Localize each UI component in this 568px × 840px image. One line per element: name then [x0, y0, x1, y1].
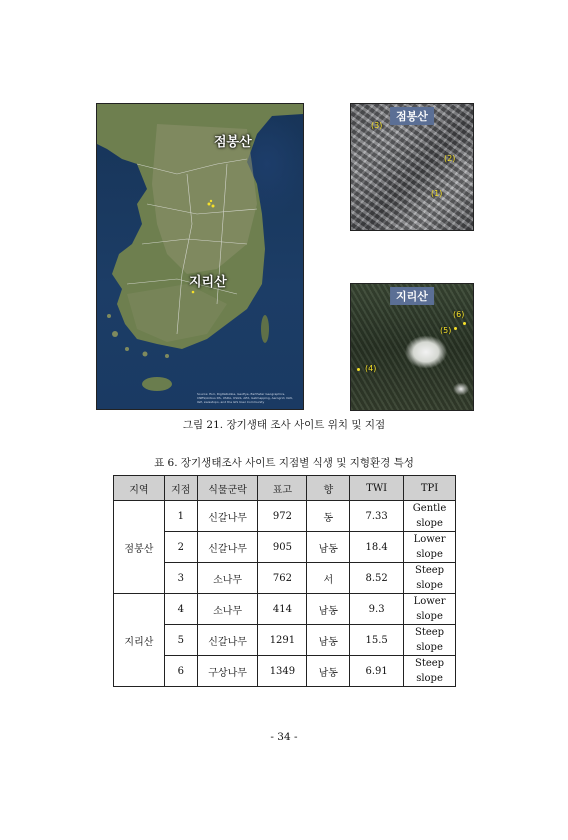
- marker-4-dot: [357, 368, 360, 371]
- twi-cell: 7.33: [350, 501, 404, 532]
- tpi-line-1: Steep: [414, 565, 445, 576]
- table-row: [114, 594, 456, 625]
- table-header-row: [114, 476, 456, 501]
- site-cell: 5: [164, 625, 197, 656]
- header-aspect: 향: [307, 476, 350, 501]
- site-cell: 6: [164, 656, 197, 687]
- jeombongsan-inset: [350, 103, 474, 231]
- aspect-cell: 남동: [307, 532, 350, 563]
- table-row: [114, 532, 456, 563]
- inset-title-jirisan: 지리산: [390, 287, 434, 305]
- community-cell: 신갈나무: [197, 501, 258, 532]
- twi-cell: 18.4: [350, 532, 404, 563]
- tpi-line-2: slope: [416, 642, 443, 653]
- tpi-cell: [404, 563, 456, 594]
- community-cell: 신갈나무: [197, 625, 258, 656]
- marker-6-dot: [463, 322, 466, 325]
- community-cell: 소나무: [197, 563, 258, 594]
- jirisan-inset: [350, 283, 474, 411]
- tpi-cell: [404, 625, 456, 656]
- twi-cell: 15.5: [350, 625, 404, 656]
- header-region: 지역: [114, 476, 165, 501]
- tpi-cell: [404, 532, 456, 563]
- tpi-line-2: slope: [416, 580, 443, 591]
- elevation-cell: 1291: [258, 625, 307, 656]
- marker-5-dot: [454, 327, 457, 330]
- community-cell: 소나무: [197, 594, 258, 625]
- site-cell: 3: [164, 563, 197, 594]
- site-cell: 2: [164, 532, 197, 563]
- map-label-jeombongsan: 점봉산: [214, 135, 252, 150]
- elevation-cell: 1349: [258, 656, 307, 687]
- tpi-line-2: slope: [416, 518, 443, 529]
- community-cell: 신갈나무: [197, 532, 258, 563]
- twi-cell: 8.52: [350, 563, 404, 594]
- twi-cell: 9.3: [350, 594, 404, 625]
- header-site: 지점: [164, 476, 197, 501]
- marker-6: (6): [453, 310, 465, 319]
- table-caption: 표 6. 장기생태조사 사이트 지점별 식생 및 지형환경 특성: [154, 457, 414, 469]
- site-characteristics-table: [113, 475, 456, 687]
- tpi-cell: [404, 594, 456, 625]
- aspect-cell: 남동: [307, 656, 350, 687]
- korea-satellite-map: [96, 103, 304, 410]
- site-cell: 4: [164, 594, 197, 625]
- region-cell: 점봉산: [114, 501, 165, 594]
- table-row: [114, 563, 456, 594]
- tpi-line-2: slope: [416, 611, 443, 622]
- tpi-line-1: Lower: [413, 534, 446, 545]
- tpi-line-1: Steep: [414, 627, 445, 638]
- page-number: - 34 -: [270, 731, 298, 743]
- tpi-line-2: slope: [416, 549, 443, 560]
- elevation-cell: 972: [258, 501, 307, 532]
- table-row: [114, 625, 456, 656]
- tpi-cell: [404, 656, 456, 687]
- twi-cell: 6.91: [350, 656, 404, 687]
- elevation-cell: 905: [258, 532, 307, 563]
- inset-title-jeombongsan: 점봉산: [390, 107, 434, 125]
- marker-3: (3): [371, 121, 383, 130]
- korean-peninsula-shape: [97, 104, 303, 409]
- aspect-cell: 남동: [307, 594, 350, 625]
- site-cell: 1: [164, 501, 197, 532]
- marker-2: (2): [444, 154, 456, 163]
- tpi-line-1: Steep: [414, 658, 445, 669]
- header-community: 식물군락: [197, 476, 258, 501]
- elevation-cell: 414: [258, 594, 307, 625]
- tpi-line-2: slope: [416, 673, 443, 684]
- map-credits: Source: Esri, DigitalGlobe, GeoEye, Earthstar Geographics, CNES/Airbus DS, USDA, USGS, AEX, Getmapping, Aerogrid, IGN, IGP, swisstopo, and the GIS User Community: [197, 392, 293, 404]
- header-twi: TWI: [350, 476, 404, 501]
- marker-1: (1): [431, 189, 443, 198]
- table-row: [114, 501, 456, 532]
- aspect-cell: 동: [307, 501, 350, 532]
- header-tpi: TPI: [404, 476, 456, 501]
- marker-4: (4): [365, 364, 377, 373]
- map-label-jirisan: 지리산: [189, 275, 227, 290]
- elevation-cell: 762: [258, 563, 307, 594]
- header-elevation: 표고: [258, 476, 307, 501]
- community-cell: 구상나무: [197, 656, 258, 687]
- aspect-cell: 남동: [307, 625, 350, 656]
- tpi-cell: [404, 501, 456, 532]
- figure-caption: 그림 21. 장기생태 조사 사이트 위치 및 지점: [182, 419, 386, 431]
- tpi-line-1: Lower: [413, 596, 446, 607]
- marker-5: (5): [440, 326, 452, 335]
- aspect-cell: 서: [307, 563, 350, 594]
- table-row: [114, 656, 456, 687]
- tpi-line-1: Gentle: [412, 503, 447, 514]
- region-cell: 지리산: [114, 594, 165, 687]
